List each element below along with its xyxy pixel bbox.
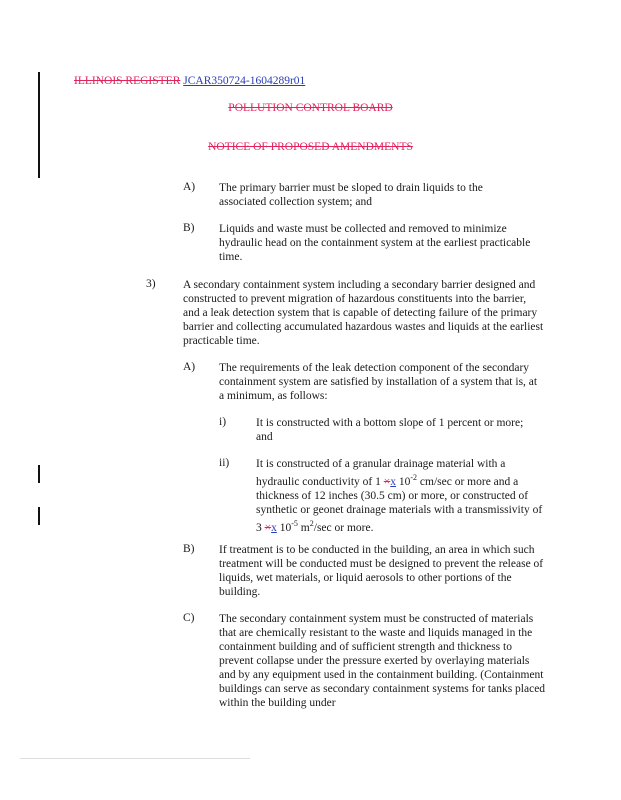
item-text: It is constructed with a bottom slope of 1 percent or more; and <box>256 417 524 443</box>
inserted-x: x <box>390 475 396 488</box>
item-label: C) <box>183 612 195 624</box>
inserted-x: x <box>271 521 277 534</box>
item-text: It is constructed of a granular drainage material with a hydraulic conductivity of 1 ×x $10^{-2}$ cm/sec or more and a thickness of 12 inches (30.5 cm) or more, or constructed of synthetic or geonet drainage materials with a transmissivity of 3 ×x $10^{-5}$ $m^2/\sec$ or more. <box>256 458 543 534</box>
item-label: B) <box>183 543 195 555</box>
item-label: 3) <box>146 278 156 290</box>
notice-title: NOTICE OF PROPOSED AMENDMENTS <box>208 141 413 153</box>
item-text: Liquids and waste must be collected and removed to minimize hydraulic head on the containment system at the earliest practicable time. <box>219 223 531 263</box>
deleted-register-title: ILLINOIS REGISTER <box>74 75 181 87</box>
register-header <box>74 75 305 87</box>
item-text: The primary barrier must be sloped to drain liquids to the associated collection system; and <box>219 182 483 208</box>
item-label: A) <box>183 361 196 373</box>
change-bar <box>38 72 40 178</box>
item-text: The secondary containment system must be constructed of materials that are chemically resistant to the waste and liquids managed in the containment building and of sufficient strength and thickness to prevent collapse under the pressure exerted by overlaying materials and by any equipment used in the containment building. (Containment buildings can serve as secondary containment systems for tanks placed within the building under <box>219 613 546 709</box>
item-label: i) <box>219 416 227 428</box>
deleted-times-symbol: × <box>383 475 391 488</box>
footer-rule <box>20 758 250 759</box>
change-bar <box>38 507 40 525</box>
item-label: B) <box>183 222 195 234</box>
item-text: If treatment is to be conducted in the building, an area in which such treatment will be conducted must be designed to prevent the release of liquids, wet materials, or liquid aerosols to other portions of the building. <box>219 544 544 598</box>
board-title: POLLUTION CONTROL BOARD <box>228 102 393 114</box>
item-text: A secondary containment system including a secondary barrier designed and constructed to prevent migration of hazardous constituents into the barrier, and a leak detection system that is capable of detecting failure of the primary barrier and collecting accumulated hazardous wastes and liquids at the earliest practicable time. <box>183 279 544 347</box>
change-bar <box>38 465 40 483</box>
inserted-register-id: JCAR350724-1604289r01 <box>183 75 306 87</box>
deleted-times-symbol: × <box>264 521 272 534</box>
item-text: The requirements of the leak detection component of the secondary containment system are satisfied by installation of a system that is, at a minimum, as follows: <box>219 362 538 402</box>
item-label: A) <box>183 181 196 193</box>
item-label: ii) <box>219 457 230 469</box>
